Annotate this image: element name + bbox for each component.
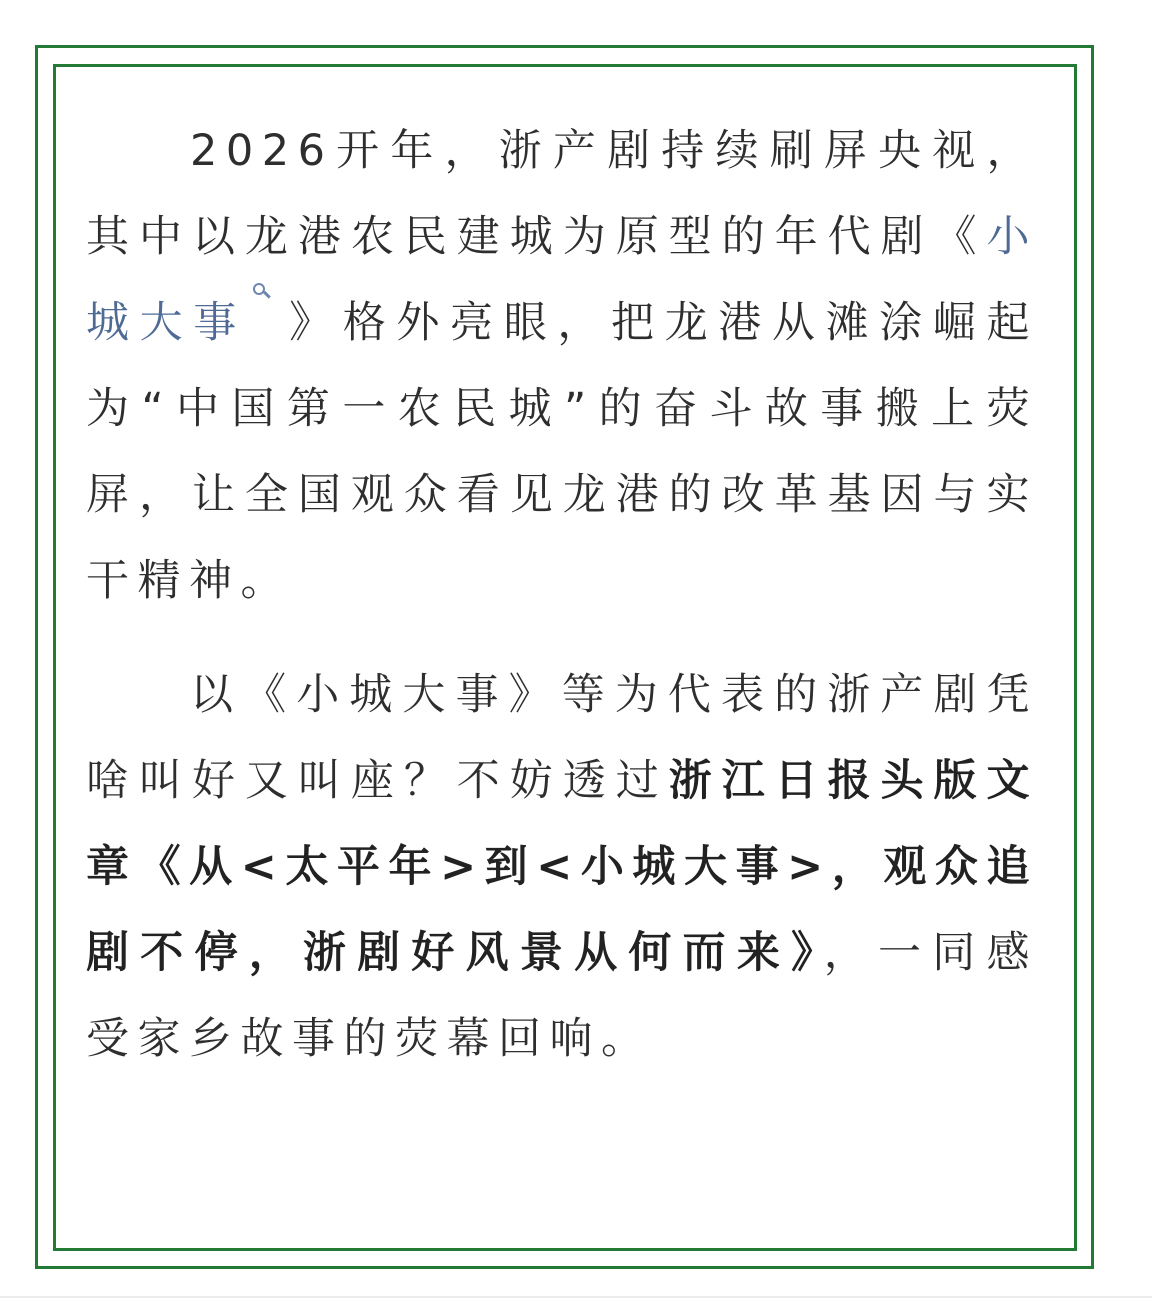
paragraph-1-text-b: 》格外亮眼，把龙港从滩涂崛起为“中国第一农民城”的奋斗故事搬上荧屏，让全国观众看见龙港的改革基因与实干精神。 bbox=[86, 298, 1039, 606]
paragraph-2-text-b: ，一同感受家乡故事的荧幕回响。 bbox=[86, 928, 1039, 1064]
paragraph-2-text-a: 以《小城大事》等为代表的浙产剧凭啥叫好又叫座？不妨透过 bbox=[86, 670, 1038, 806]
bottom-divider bbox=[0, 1296, 1152, 1298]
paragraph-1 bbox=[86, 108, 1038, 624]
article-body bbox=[86, 108, 1038, 1082]
paragraph-1-text-a: 2026开年，浙产剧持续刷屏央视，其中以龙港农民建城为原型的年代剧《 bbox=[86, 126, 1038, 262]
paragraph-2-bold-headline: 浙江日报头版文章《从<太平年>到<小城大事>，观众追剧不停，浙剧好风景从何而来》 bbox=[86, 756, 1039, 978]
paragraph-2 bbox=[86, 652, 1038, 1082]
keyword-link-text[interactable]: 小城大事 bbox=[86, 212, 1038, 348]
search-icon[interactable] bbox=[251, 281, 271, 307]
